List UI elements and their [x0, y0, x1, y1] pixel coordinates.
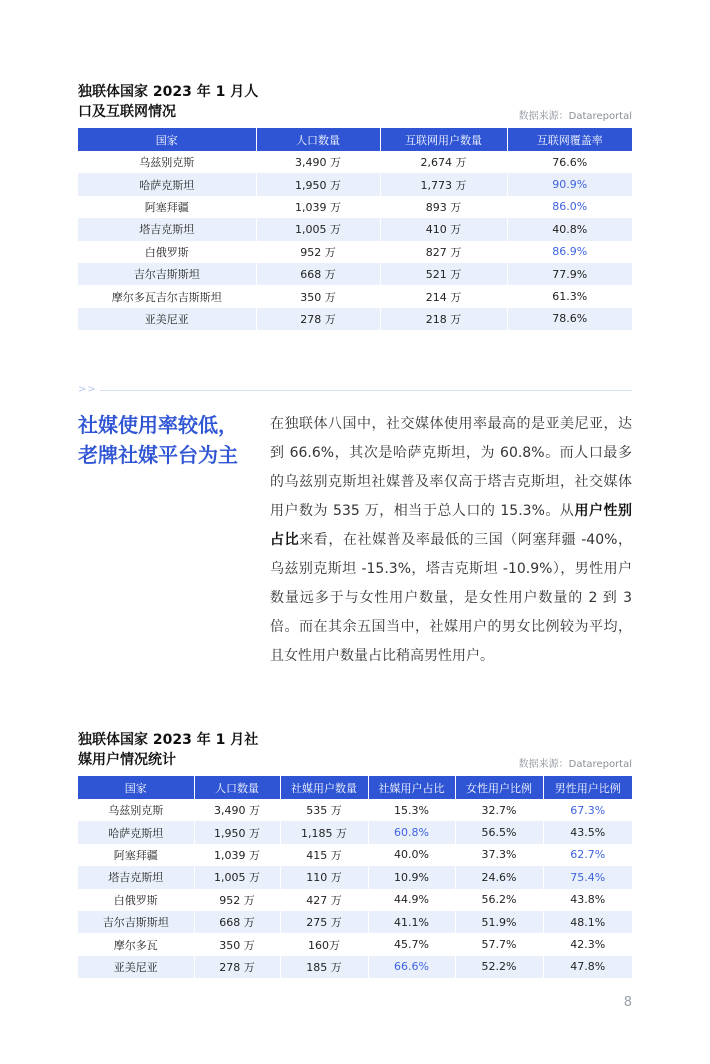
table-cell: 24.6% [455, 866, 543, 888]
table2-title-line2: 媒用户情况统计 [78, 752, 176, 768]
table2-header-cell: 社媒用户占比 [368, 776, 455, 799]
table-row [78, 151, 632, 173]
table-row [78, 218, 632, 240]
table1-header-row [78, 128, 632, 151]
table-cell: 56.2% [455, 889, 543, 911]
table-cell: 44.9% [368, 889, 455, 911]
table1-header-cell: 互联网覆盖率 [507, 128, 632, 151]
table-cell: 90.9% [507, 173, 632, 195]
table-cell: 52.2% [455, 956, 543, 978]
table-row [78, 821, 632, 843]
table-cell: 77.9% [507, 263, 632, 285]
table-row [78, 308, 632, 330]
table-cell: 45.7% [368, 933, 455, 955]
country-cell: 塔吉克斯坦 [78, 218, 256, 240]
table-cell: 1,773 万 [380, 173, 507, 195]
country-cell: 阿塞拜疆 [78, 196, 256, 218]
country-cell: 吉尔吉斯斯坦 [78, 911, 194, 933]
table1-title [78, 82, 258, 122]
table-cell: 410 万 [380, 218, 507, 240]
table-row [78, 263, 632, 285]
paragraph-part2: 来看，在社媒普及率最低的三国（阿塞拜疆 -40%，乌兹别克斯坦 -15.3%，塔吉克斯坦 -10.9%），男性用户数量远多于与女性用户数量，是女性用户数量的 2 到 3 倍。而在其余五国当中，社媒用户的男女比例较为平均，且女性用户数量占比稍高男性用户。 [270, 532, 633, 664]
table-cell: 214 万 [380, 285, 507, 307]
table-cell: 668 万 [194, 911, 280, 933]
table2-header-row [78, 776, 632, 799]
country-cell: 摩尔多瓦吉尔吉斯斯坦 [78, 285, 256, 307]
table-cell: 78.6% [507, 308, 632, 330]
table-cell: 893 万 [380, 196, 507, 218]
table-cell: 952 万 [194, 889, 280, 911]
table-row [78, 285, 632, 307]
table-cell: 1,039 万 [256, 196, 380, 218]
table-cell: 535 万 [280, 799, 368, 821]
table-cell: 160万 [280, 933, 368, 955]
table-row [78, 889, 632, 911]
table-row [78, 241, 632, 263]
table-cell: 62.7% [570, 848, 606, 862]
table-row [78, 196, 632, 218]
country-cell: 亚美尼亚 [78, 308, 256, 330]
table-cell: 43.5% [543, 821, 632, 843]
table-cell: 2,674 万 [380, 151, 507, 173]
table1-title-line1: 独联体国家 2023 年 1 月人 [78, 84, 259, 100]
table-cell: 47.8% [543, 956, 632, 978]
country-cell: 白俄罗斯 [78, 889, 194, 911]
table-cell: 3,490 万 [256, 151, 380, 173]
table-row [78, 844, 632, 866]
table1-title-line2: 口及互联网情况 [78, 104, 176, 120]
table-cell: 37.3% [455, 844, 543, 866]
table-cell: 66.6% [368, 956, 455, 978]
country-cell: 吉尔吉斯斯坦 [78, 263, 256, 285]
table-cell: 86.0% [552, 200, 588, 214]
table-cell: 42.3% [570, 938, 606, 952]
table-cell: 43.8% [570, 893, 606, 907]
table-cell: 1,039 万 [194, 844, 280, 866]
section-separator-line [100, 390, 632, 391]
table-cell: 350 万 [194, 933, 280, 955]
table-cell: 350 万 [256, 285, 380, 307]
table-cell: 827 万 [380, 241, 507, 263]
section-heading [78, 410, 258, 470]
section-heading-line1: 社媒使用率较低， [78, 413, 238, 437]
table-cell: 41.1% [368, 911, 455, 933]
table-cell: 51.9% [455, 911, 543, 933]
country-cell: 阿塞拜疆 [78, 844, 194, 866]
table-cell: 1,950 万 [194, 821, 280, 843]
table-cell: 3,490 万 [194, 799, 280, 821]
table-cell: 32.7% [455, 799, 543, 821]
table-cell: 75.4% [543, 866, 632, 888]
table2-source: 数据来源：Datareportal [518, 759, 632, 770]
table-cell: 668 万 [256, 263, 380, 285]
table-cell: 278 万 [194, 956, 280, 978]
table-row [78, 866, 632, 888]
table-cell: 40.0% [368, 844, 455, 866]
table1-header-cell: 人口数量 [256, 128, 380, 151]
table2-header-cell: 社媒用户数量 [280, 776, 368, 799]
table1-header-cell: 互联网用户数量 [380, 128, 507, 151]
page-number: 8 [623, 995, 632, 1010]
country-cell: 白俄罗斯 [78, 241, 256, 263]
table-row [78, 933, 632, 955]
table-cell: 86.9% [552, 245, 588, 259]
table-cell: 10.9% [368, 866, 455, 888]
country-cell: 亚美尼亚 [78, 956, 194, 978]
table-cell: 415 万 [280, 844, 368, 866]
table-cell: 185 万 [280, 956, 368, 978]
table-cell: 1,950 万 [256, 173, 380, 195]
table-cell: 427 万 [280, 889, 368, 911]
table-cell: 60.8% [368, 821, 455, 843]
country-cell: 乌兹别克斯 [78, 799, 194, 821]
table-cell: 57.7% [455, 933, 543, 955]
table1 [78, 128, 632, 330]
section-paragraph [270, 410, 632, 671]
table-cell: 76.6% [552, 155, 588, 169]
table-cell: 40.8% [507, 218, 632, 240]
paragraph-bold-term: 用户性别占比 [270, 503, 632, 548]
table-cell: 67.3% [570, 803, 606, 817]
table-cell: 48.1% [543, 911, 632, 933]
table2-title-line1: 独联体国家 2023 年 1 月社 [78, 732, 259, 748]
table2-header-cell: 国家 [78, 776, 194, 799]
table2-header-cell: 女性用户比例 [455, 776, 543, 799]
table-cell: 110 万 [280, 866, 368, 888]
country-cell: 塔吉克斯坦 [78, 866, 194, 888]
table2-header-cell: 人口数量 [194, 776, 280, 799]
table-cell: 278 万 [256, 308, 380, 330]
table-cell: 521 万 [380, 263, 507, 285]
table-row [78, 173, 632, 195]
section-heading-line2: 老牌社媒平台为主 [78, 443, 238, 467]
table-cell: 952 万 [256, 241, 380, 263]
table-row [78, 956, 632, 978]
table2-header-cell: 男性用户比例 [543, 776, 632, 799]
table-cell: 1,005 万 [256, 218, 380, 240]
section-separator-arrow: >> [78, 384, 97, 395]
table-cell: 15.3% [368, 799, 455, 821]
paragraph-part1: 在独联体八国中，社交媒体使用率最高的是亚美尼亚，达到 66.6%，其次是哈萨克斯坦，为 60.8%。而人口最多的乌兹别克斯坦社媒普及率仅高于塔吉克斯坦，社交媒体用户数为 535 万，相当于总人口的 15.3%。从 [270, 416, 632, 519]
country-cell: 哈萨克斯坦 [78, 821, 194, 843]
table-cell: 61.3% [552, 290, 588, 304]
table-cell: 56.5% [455, 821, 543, 843]
country-cell: 哈萨克斯坦 [78, 173, 256, 195]
table-cell: 275 万 [280, 911, 368, 933]
table-cell: 1,005 万 [194, 866, 280, 888]
table1-source: 数据来源：Datareportal [518, 111, 632, 122]
table-cell: 1,185 万 [280, 821, 368, 843]
table1-header-cell: 国家 [78, 128, 256, 151]
table-cell: 218 万 [380, 308, 507, 330]
table-row [78, 799, 632, 821]
table2 [78, 776, 632, 978]
country-cell: 乌兹别克斯 [78, 151, 256, 173]
country-cell: 摩尔多瓦 [78, 933, 194, 955]
table2-title [78, 730, 258, 770]
table-row [78, 911, 632, 933]
